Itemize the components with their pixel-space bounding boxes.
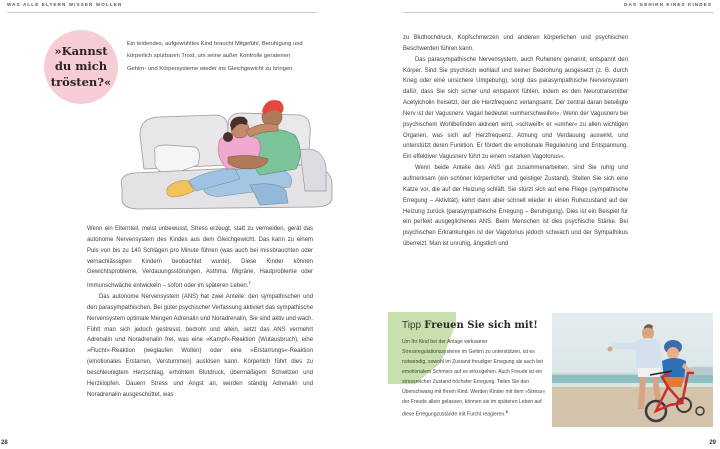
paragraph: Das parasympathische Nervensystem, auch Ruhenerv genannt, entspannt den Körper. Sind Sie psychisch wohlauf und keiner Bedrohung ausgesetzt (z. B. durch Krieg oder eine unsichere Umgebung), sorgt das parasympathische Nervensystem dafür, dass Sie sich sicher und entspannt fühlen, indem es den Neurotransmitter Acetylcholin freisetzt, der die Herzfrequenz verlangsamt. Der zentral daran beteiligte Nerv ist der Vagusnerv. Vagari bedeutet »umherschweifen«. Wenn der Vagusnerv bei psychischem Wohlbefinden aktiviert wird, »schweift« er »umher« zu allen wichtigen Organen, was sich auf Herzfrequenz, Atmung und Verdauung auswirkt, und unterstützt deren Funktion. Er fördert die emotionale Regulierung und Entspannung. Ein effektiver Vagusnerv führt zu einem »starken Vagotonus«. [403,56,628,161]
tip-label: Tipp [402,320,422,331]
running-head-right: DAS GEHIRN EINES KINDES [624,2,712,7]
tip-box [388,312,550,434]
paragraph: zu Bluthochdruck, Kopfschmerzen und anderen körperlichen und psychischen Beschwerden führen kann. [403,35,628,52]
illustration-parent-hugging-child-icon [100,95,350,215]
pull-quote-line: trösten?« [50,74,112,89]
beach-photo-icon [552,313,713,427]
footnote-marker: 8 [505,409,508,415]
intro-text: Ein leidendes, aufgewühltes Kind braucht Mitgefühl, Beruhigung und körperlich spürbaren Trost, um seine außer Kontrolle geratenen Gehirn- und Körpersysteme wieder ins Gleichgewicht zu bringen. [127,41,303,72]
paragraph [87,224,313,292]
header-divider-right [403,12,714,13]
left-body-text [87,224,313,400]
pull-quote-line: du mich [54,59,108,74]
running-head-left: WAS ALLE ELTERN WISSEN WOLLEN [7,2,123,7]
page-number-right: 29 [709,440,716,446]
pull-quote [49,44,113,91]
photo-father-son-bicycle-beach [552,313,713,427]
footnote-marker: 7 [248,280,251,286]
right-body-text [403,33,628,250]
pull-quote-circle [44,30,118,104]
paragraph: Wenn beide Anteile des ANS gut zusammenarbeiten, sind Sie ruhig und aufmerksam (ein schöner körperlicher und geistiger Zustand). Stellen Sie sich eine Katze vor, die auf der Heizung schläft. Sie stürzt sich auf eine Fliege (sympathische Erregung – Aktivität), kehrt dann aber schnell wieder in einen Ruhezustand auf der Heizung zurück (parasympathische Erregung – Beruhigung). Dies ist ein Beispiel für ein perfekt ausgeglichenes ANS. Beim Menschen ist dies psychische Stärke. Bei psychischen Erkrankungen ist der Vagotonus jedoch schwach und der Sympathikus überreizt. Man ist unruhig, ängstlich und [403,165,628,248]
paragraph-text: Wenn ein Elternteil, meist unbewusst, Stress erzeugt, statt zu vermeiden, gerät das autonome Nervensystem des Kindes aus dem Gleichgewicht. Das kann zu einem Puls von bis zu 140 Schlägen pro Minute führen (was auch bei missbrauchten oder vernachlässigten Kindern beobachtet wurde). Diese Kinder können Gewichtsprobleme, Verdauungsstörungen, Asthma, Migräne, Hautprobleme oder Immunschwäche entwickeln – sofort oder im späteren Leben. [87,226,313,290]
header-divider-left [7,12,317,13]
tip-heading: Freuen Sie sich mit! [424,320,538,331]
pull-quote-line: »Kannst [54,43,108,58]
tip-text [402,337,547,420]
tip-title [402,320,538,331]
page-number-left: 28 [1,440,8,446]
paragraph: Das autonome Nervensystem (ANS) hat zwei Anteile: den sympathischen und den parasympathischen. Bei guter psychischer Verfassung aktiviert das sympathische Nervensystem optimale Mengen Adrenalin und Noradrenalin, Sie sind aktiv und wach. Fühlt man sich jedoch gestresst, bedroht und allein, setzt das ANS vermehrt Adrenalin und Noradrenalin frei, was eine »Kampf«-Reaktion (Wutausbruch), eine »Flucht«-Reaktion (weglaufen Wollen) oder eine »Erstarrungs«-Reaktion (emotionales Erstarren, Verstummen) auslösen kann. Körperlich führt dies zu beschleunigtem Herzschlag, erhöhtem Blutdruck, übermäßigem Schwitzen und Herzklopfen. Dauern Stress und Angst an, werden ständig Adrenalin und Noradrenalin ausgeschüttet, was [87,294,313,398]
tip-body: Um Ihr Kind bei der Anlage wirksamer Stressregulationssysteme im Gehirn zu unterstützen, ist es notwendig, sowohl im Zustand freudiger Erregung als auch bei emotionalem Schmerz auf es einzugehen. Auch Freude ist ein stressreicher Zustand höchster Erregung. Teilen Sie den Überschwang mit Ihrem Kind. Werden Kinder mit dem »Stress« der Freude allein gelassen, können sie im späteren Leben auf diese Erregungzustände mit Furcht reagieren. [402,339,546,419]
